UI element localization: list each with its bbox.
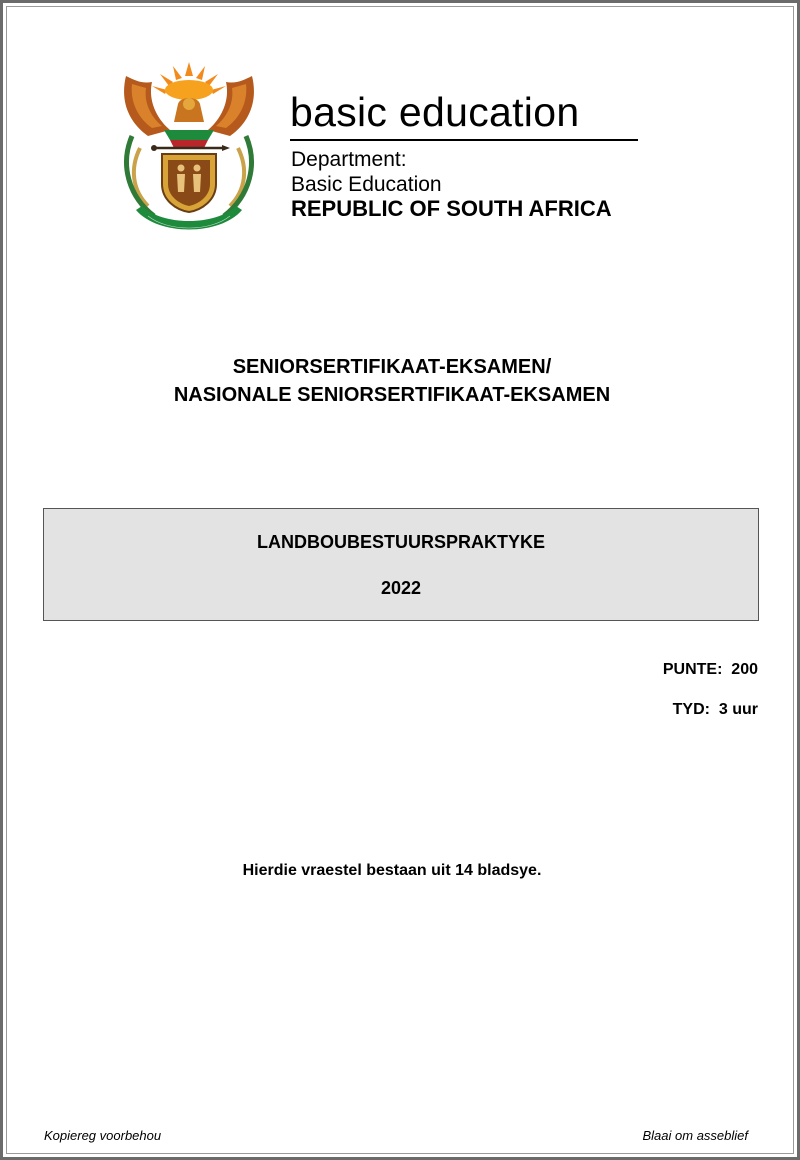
- exam-heading-line1: SENIORSERTIFIKAAT-EKSAMEN/: [232, 356, 552, 378]
- country-name: REPUBLIC OF SOUTH AFRICA: [291, 196, 612, 221]
- turn-over-footer: Blaai om asseblief: [642, 1128, 748, 1143]
- marks-label: PUNTE: 200: [662, 661, 758, 678]
- copyright-footer: Kopiereg voorbehou: [44, 1128, 162, 1143]
- brand-underline: [290, 139, 638, 141]
- time-label: TYD: 3 uur: [672, 701, 758, 718]
- department-name: Basic Education: [291, 173, 442, 196]
- subject-box: [43, 508, 759, 621]
- coat-of-arms-icon: [118, 60, 260, 236]
- department-label: Department:: [291, 148, 407, 171]
- subject-name: LANDBOUBESTUURSPRAKTYKE: [256, 532, 545, 552]
- brand-title: basic education: [290, 89, 580, 135]
- exam-heading-line2: NASIONALE SENIORSERTIFIKAAT-EKSAMEN: [173, 384, 611, 406]
- subject-year: 2022: [380, 578, 422, 598]
- page-count-note: Hierdie vraestel bestaan uit 14 bladsye.: [242, 862, 542, 879]
